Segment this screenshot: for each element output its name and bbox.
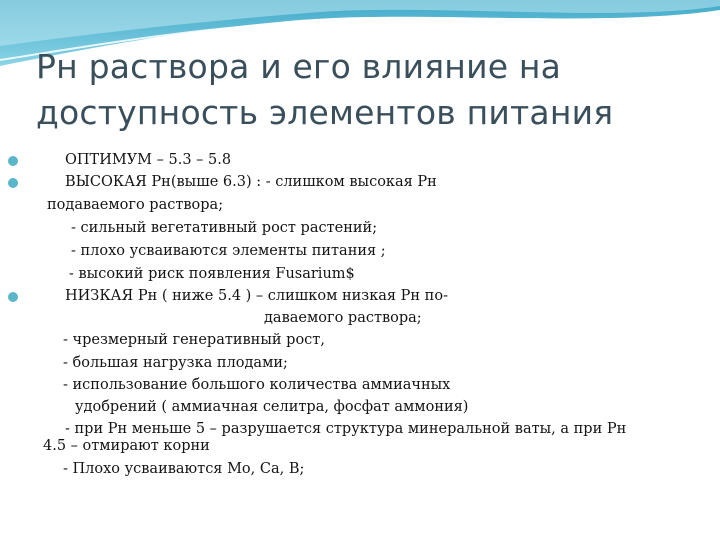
text-line: - при Рн меньше 5 – разрушается структура минеральной ваты, а при Рн: [65, 421, 627, 437]
text-line: - высокий риск появления Fusarium$: [69, 266, 355, 282]
text-line: ОПТИМУМ – 5.3 – 5.8: [65, 152, 232, 168]
text-line: НИЗКАЯ Рн ( ниже 5.4 ) – слишком низкая Рн по-: [65, 288, 448, 304]
text-line: - Плохо усваиваются Mo, Ca, B;: [63, 461, 305, 477]
bullet-icon: [8, 178, 18, 188]
text-line: - чрезмерный генеративный рост,: [63, 332, 325, 348]
text-line: ВЫСОКАЯ Рн(выше 6.3) : - слишком высокая Рн: [65, 174, 437, 190]
bullet-icon: [8, 156, 18, 166]
text-line: - большая нагрузка плодами;: [63, 355, 288, 371]
title-line-1: Рн раствора и его влияние на: [36, 47, 562, 86]
text-line: удобрений ( аммиачная селитра, фосфат аммония): [75, 399, 469, 415]
text-line: подаваемого раствора;: [47, 197, 224, 213]
title-line-2: доступность элементов питания: [36, 93, 614, 132]
slide-title: [36, 44, 706, 136]
text-line: 4.5 – отмирают корни: [43, 438, 210, 454]
bullet-icon: [8, 292, 18, 302]
text-line: - использование большого количества аммиачных: [63, 377, 451, 393]
text-line: - плохо усваиваются элементы питания ;: [71, 243, 386, 259]
text-line: - сильный вегетативный рост растений;: [71, 220, 378, 236]
text-line: даваемого раствора;: [264, 310, 422, 326]
